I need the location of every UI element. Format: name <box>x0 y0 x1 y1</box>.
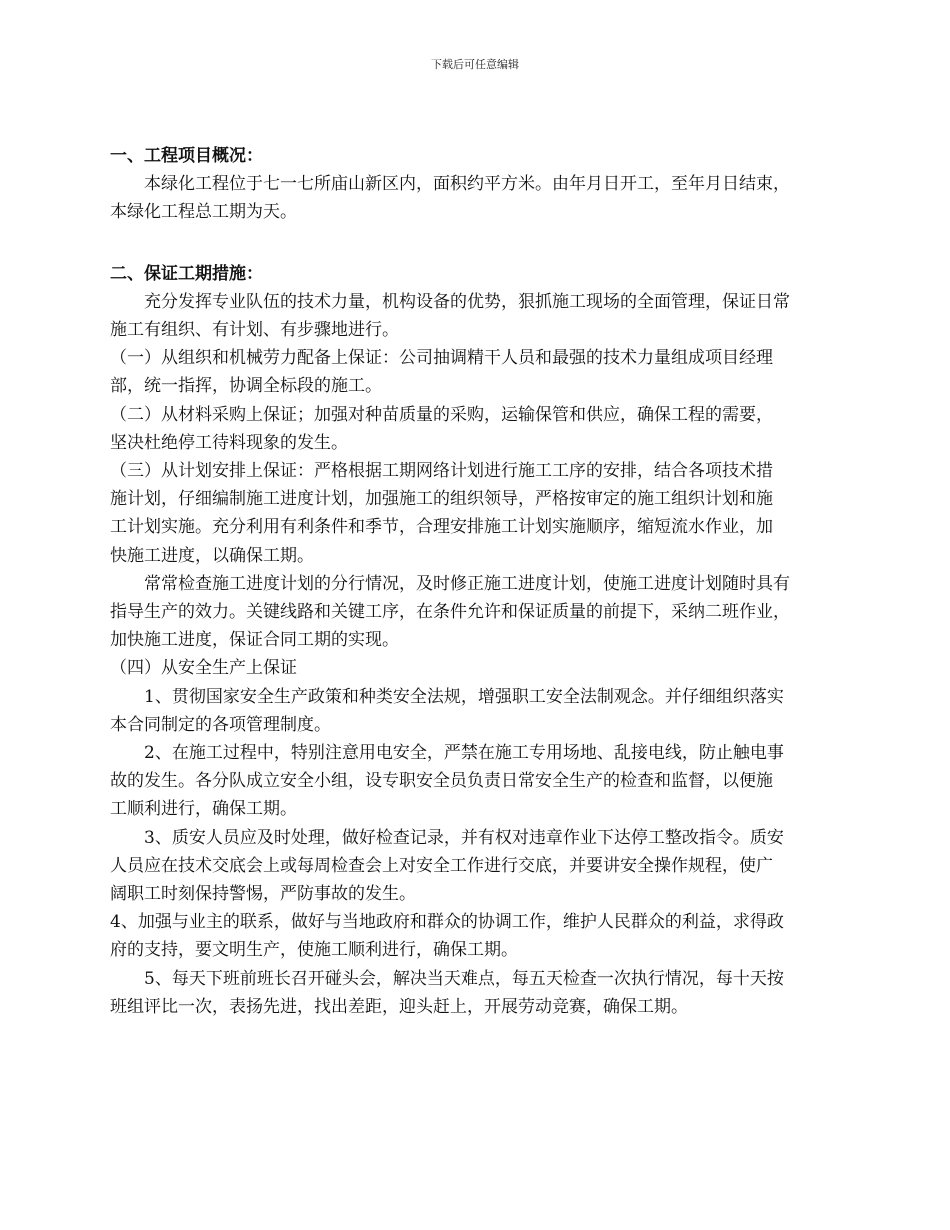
numbered-item-4-line: 府的支持，要文明生产，使施工顺利进行，确保工期。 <box>110 940 518 961</box>
numbered-item-3-line: 3、质安人员应及时处理，做好检查记录，并有权对违章作业下达停工整改指令。质安 <box>144 827 784 848</box>
section-gap <box>110 227 846 260</box>
list-item-3-line: 快施工进度，以确保工期。 <box>110 545 314 566</box>
numbered-item-5-line: 班组评比一次，表扬先进，找出差距，迎头赶上，开展劳动竞赛，确保工期。 <box>110 996 688 1017</box>
numbered-item-4-line: 4、加强与业主的联系，做好与当地政府和群众的协调工作，维护人民群众的利益，求得政 <box>110 912 784 933</box>
document-body <box>110 142 846 1021</box>
paragraph-line: 本绿化工程位于七一七所庙山新区内，面积约平方米。由年月日开工，至年月日结束， <box>144 174 790 195</box>
section-heading-2: 二、保证工期措施： <box>110 263 263 284</box>
numbered-item-3-line: 人员应在技术交底会上或每周检查会上对安全工作进行交底，并要讲安全操作规程，使广 <box>110 855 773 876</box>
paragraph-line: 指导生产的效力。关键线路和关键工序，在条件允许和保证质量的前提下，采纳二班作业， <box>110 602 790 623</box>
list-item-3-line: 施计划，仔细编制施工进度计划，加强施工的组织领导，严格按审定的施工组织计划和施 <box>110 489 773 510</box>
numbered-item-3-line: 阔职工时刻保持警惕，严防事故的发生。 <box>110 884 416 905</box>
section-heading-1: 一、工程项目概况： <box>110 146 263 166</box>
numbered-item-1-line: 1、贯彻国家安全生产政策和种类安全法规，增强职工安全法制观念。并仔细组织落实 <box>144 686 784 707</box>
page-header: 下载后可任意编辑 <box>431 58 519 71</box>
paragraph-line: 充分发挥专业队伍的技术力量，机构设备的优势，狠抓施工现场的全面管理，保证日常 <box>144 291 790 312</box>
numbered-item-2-line: 工顺利进行，确保工期。 <box>110 799 297 820</box>
list-item-1-line: （一）从组织和机械劳力配备上保证：公司抽调精干人员和最强的技术力量组成项目经理 <box>110 348 773 369</box>
paragraph-line: 施工有组织、有计划、有步骤地进行。 <box>110 320 399 341</box>
numbered-item-2-line: 2、在施工过程中，特别注意用电安全，严禁在施工专用场地、乱接电线，防止触电事 <box>144 743 784 764</box>
list-item-2-line: （二）从材料采购上保证；加强对种苗质量的采购，运输保管和供应，确保工程的需要， <box>110 404 773 425</box>
list-item-4-heading: （四）从安全生产上保证 <box>110 658 297 679</box>
paragraph-line: 本绿化工程总工期为天。 <box>110 202 297 223</box>
numbered-item-2-line: 故的发生。各分队成立安全小组，设专职安全员负责日常安全生产的检查和监督，以便施 <box>110 771 773 792</box>
paragraph-line: 常常检查施工进度计划的分行情况，及时修正施工进度计划，使施工进度计划随时具有 <box>144 573 790 594</box>
numbered-item-5-line: 5、每天下班前班长召开碰头会，解决当天难点，每五天检查一次执行情况，每十天按 <box>144 968 784 989</box>
list-item-3-line: （三）从计划安排上保证：严格根据工期网络计划进行施工工序的安排，结合各项技术措 <box>110 461 773 482</box>
numbered-item-1-line: 本合同制定的各项管理制度。 <box>110 714 331 735</box>
list-item-2-line: 坚决杜绝停工待料现象的发生。 <box>110 432 348 453</box>
list-item-3-line: 工计划实施。充分利用有利条件和季节，合理安排施工计划实施顺序，缩短流水作业，加 <box>110 517 773 538</box>
list-item-1-line: 部，统一指挥，协调全标段的施工。 <box>110 376 382 397</box>
paragraph-line: 加快施工进度，保证合同工期的实现。 <box>110 630 399 651</box>
